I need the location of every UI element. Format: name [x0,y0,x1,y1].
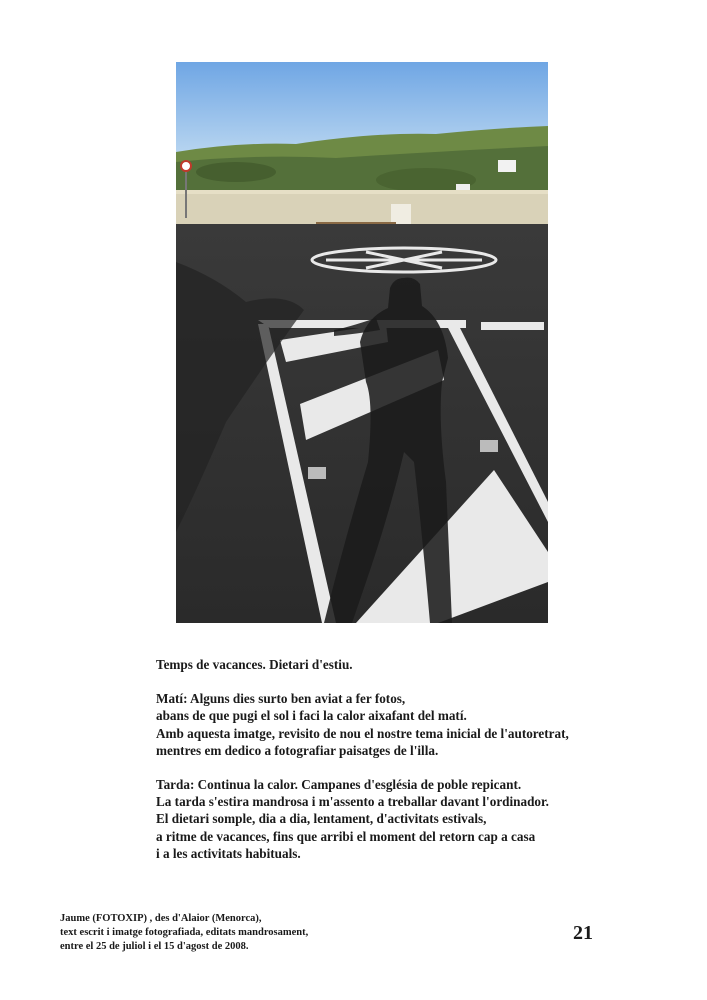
house [498,160,516,172]
stone-wall [176,190,548,224]
tarda-line: i a les activitats habituals. [156,845,301,861]
page-number: 21 [573,922,593,944]
self-portrait-shadow-photo [176,62,548,623]
mati-line: mentres em dedico a fotografiar paisatges de l'illa. [156,742,439,758]
mati-line: Amb aquesta imatge, revisito de nou el nostre tema inicial de l'autoretrat, [156,725,569,741]
page-title: Temps de vacances. Dietari d'estiu. [156,657,353,672]
diary-text [156,656,676,862]
tarda-line: La tarda s'estira mandrosa i m'assento a treballar davant l'ordinador. [156,794,549,810]
tarda-line: El dietari somple, dia a dia, lentament, d'activitats estivals, [156,811,487,827]
mati-line: Matí: Alguns dies surto ben aviat a fer fotos, [156,691,406,707]
tarda-line: a ritme de vacances, fins que arribi el moment del retorn cap a casa [156,828,536,844]
tarda-line: Tarda: Continua la calor. Campanes d'església de poble repicant. [156,777,522,793]
footer-line: entre el 25 de juliol i el 15 d'agost de 2008. [60,941,249,952]
footer-line: Jaume (FOTOXIP) , des d'Alaior (Menorca), [60,913,262,924]
footer-credits [60,912,420,954]
mati-line: abans de que pugi el sol i faci la calor aixafant del matí. [156,708,467,724]
road-sign [181,161,191,171]
photograph [176,62,548,623]
footer-line: text escrit i imatge fotografiada, editats mandrosament, [60,927,309,938]
